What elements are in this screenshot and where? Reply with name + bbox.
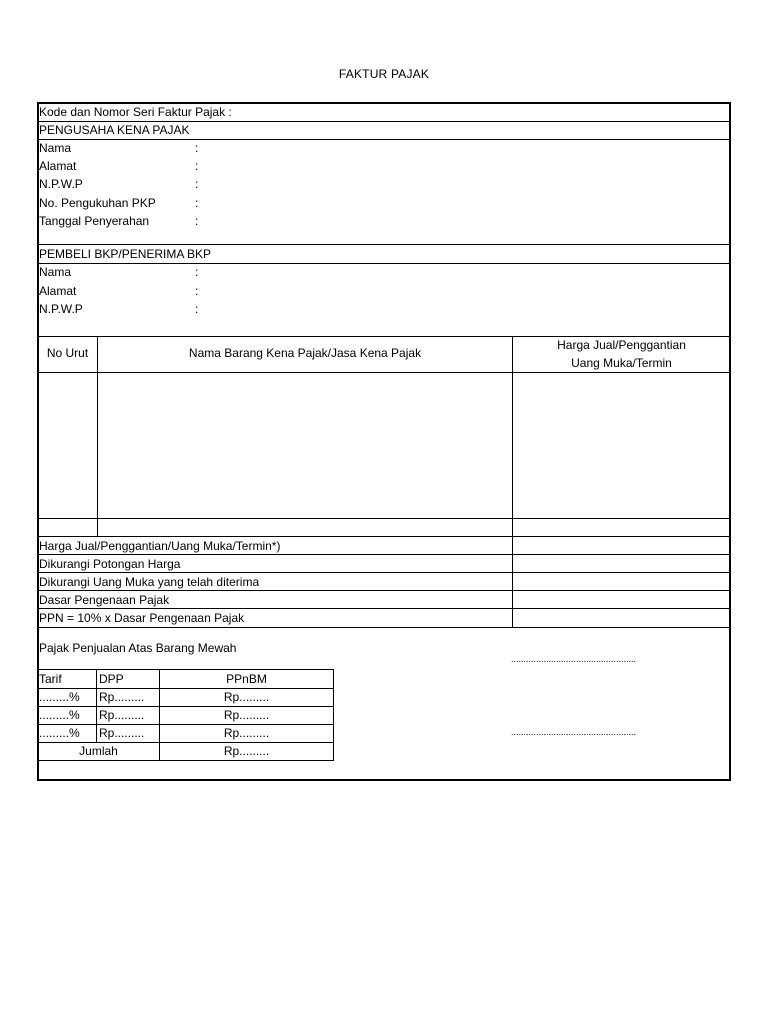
divider: [38, 244, 730, 245]
ppnbm-row-tarif: .........%: [39, 726, 80, 740]
colon: :: [195, 141, 199, 155]
divider: [38, 724, 334, 725]
divider: [38, 572, 730, 573]
pengusaha-nama-label: Nama: [39, 141, 72, 155]
divider: [38, 627, 730, 628]
column-divider: [333, 669, 334, 761]
column-divider: [97, 336, 98, 536]
divider: [38, 742, 334, 743]
pengusaha-tanggal-label: Tanggal Penyerahan: [39, 214, 150, 228]
pembeli-npwp-label: N.P.W.P: [39, 302, 83, 316]
signature-line-top: ..................................................: [511, 654, 637, 664]
colon: :: [195, 196, 199, 210]
ppnbm-row-ppnbm: Rp.........: [223, 726, 270, 740]
pembeli-nama-label: Nama: [39, 265, 72, 279]
ppnbm-row-ppnbm: Rp.........: [223, 708, 270, 722]
divider: [38, 372, 730, 373]
divider: [38, 336, 730, 337]
col-no-urut-header: No Urut: [46, 346, 89, 360]
col-nama-barang-header: Nama Barang Kena Pajak/Jasa Kena Pajak: [188, 346, 422, 360]
ppnbm-row-ppnbm: Rp.........: [223, 690, 270, 704]
divider: [38, 590, 730, 591]
divider: [38, 121, 730, 122]
summary-harga-jual-label: Harga Jual/Penggantian/Uang Muka/Termin*): [39, 539, 281, 553]
divider: [38, 536, 730, 537]
pengusaha-heading: PENGUSAHA KENA PAJAK: [39, 123, 190, 137]
divider: [38, 760, 334, 761]
summary-potongan-label: Dikurangi Potongan Harga: [39, 557, 181, 571]
colon: :: [195, 177, 199, 191]
divider: [38, 518, 730, 519]
pembeli-alamat-label: Alamat: [39, 284, 77, 298]
signature-line-bottom: ..................................................: [511, 727, 637, 737]
colon: :: [195, 214, 199, 228]
ppnbm-col-ppnbm: PPnBM: [226, 672, 267, 686]
col-harga-header-line2: Uang Muka/Termin: [571, 356, 672, 370]
column-divider: [512, 336, 513, 627]
colon: :: [195, 302, 199, 316]
divider: [38, 608, 730, 609]
ppnbm-row-dpp: Rp.........: [99, 726, 145, 740]
pengusaha-npwp-label: N.P.W.P: [39, 177, 83, 191]
ppnbm-jumlah-value: Rp.........: [223, 744, 270, 758]
summary-dpp-label: Dasar Pengenaan Pajak: [39, 593, 170, 607]
column-divider: [96, 669, 97, 742]
summary-ppn-label: PPN = 10% x Dasar Pengenaan Pajak: [39, 611, 245, 625]
ppnbm-jumlah-label: Jumlah: [79, 744, 118, 758]
colon: :: [195, 265, 199, 279]
divider: [38, 139, 730, 140]
colon: :: [195, 159, 199, 173]
ppnbm-heading: Pajak Penjualan Atas Barang Mewah: [39, 641, 237, 655]
divider: [38, 669, 334, 670]
page-title: FAKTUR PAJAK: [338, 67, 430, 81]
col-harga-header-line1: Harga Jual/Penggantian: [557, 338, 686, 352]
ppnbm-row-dpp: Rp.........: [99, 690, 145, 704]
ppnbm-row-dpp: Rp.........: [99, 708, 145, 722]
ppnbm-row-tarif: .........%: [39, 708, 80, 722]
divider: [38, 706, 334, 707]
ppnbm-col-tarif: Tarif: [39, 672, 62, 686]
divider: [38, 263, 730, 264]
divider: [38, 688, 334, 689]
ppnbm-col-dpp: DPP: [99, 672, 124, 686]
summary-uang-muka-label: Dikurangi Uang Muka yang telah diterima: [39, 575, 260, 589]
divider: [38, 554, 730, 555]
pengusaha-alamat-label: Alamat: [39, 159, 77, 173]
kode-seri-label: Kode dan Nomor Seri Faktur Pajak :: [39, 105, 232, 119]
pembeli-heading: PEMBELI BKP/PENERIMA BKP: [39, 247, 212, 261]
colon: :: [195, 284, 199, 298]
ppnbm-row-tarif: .........%: [39, 690, 80, 704]
pengusaha-pengukuhan-label: No. Pengukuhan PKP: [39, 196, 156, 210]
